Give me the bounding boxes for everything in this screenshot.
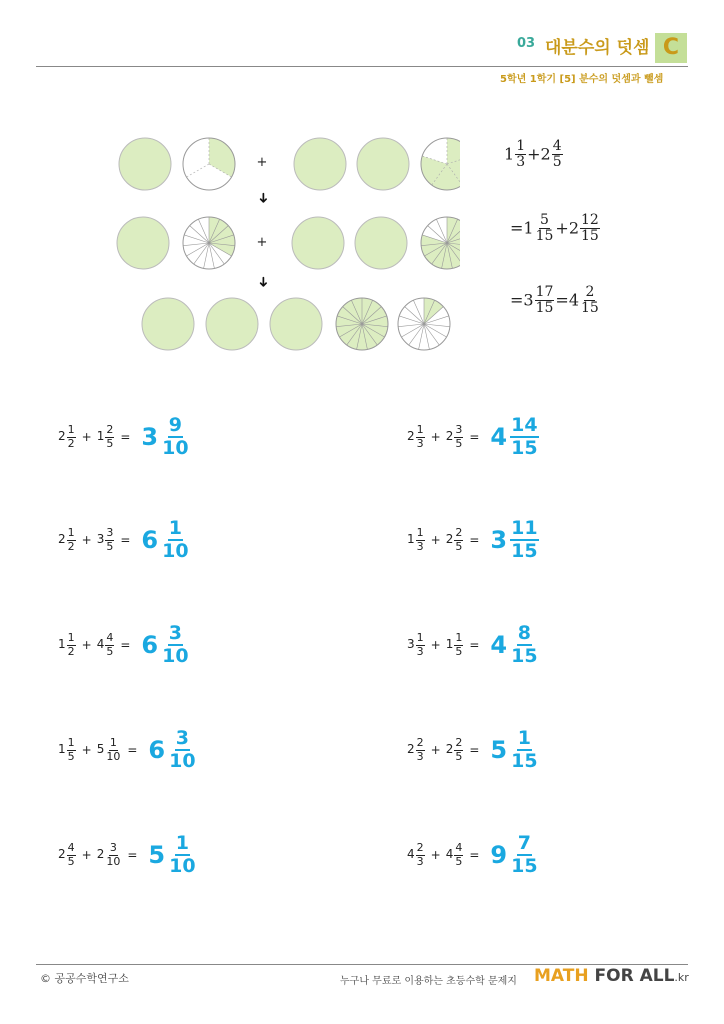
plus-sign: + (430, 430, 441, 444)
answer: 6 $\frac{1}{10}$ (141, 517, 189, 562)
whole-circle (117, 217, 169, 269)
fifteenths-circle (336, 298, 388, 350)
equals-sign: = (127, 848, 138, 862)
mixed-number: 2 $\frac{2}{5}$ (445, 526, 463, 553)
problem-10 (407, 832, 540, 877)
plus-sign: + (81, 638, 92, 652)
formula-row-2: =1 $\frac{5}{15}$ +2 $\frac{12}{15}$ (510, 212, 599, 245)
equals-sign: = (469, 533, 480, 547)
plus-sign: + (430, 848, 441, 862)
problem-2 (407, 414, 540, 459)
whole-circle (142, 298, 194, 350)
answer: 6 $\frac{3}{10}$ (148, 727, 196, 772)
problem-4 (407, 517, 540, 562)
mixed-number: 2 $\frac{4}{5}$ (58, 841, 75, 868)
equals-sign: = (120, 430, 131, 444)
mixed-number: 3 $\frac{1}{3}$ (407, 631, 424, 658)
site-logo: MATH FOR ALL.kr (534, 966, 689, 986)
answer: 4 $\frac{14}{15}$ (490, 414, 538, 459)
plus-sign: + (256, 235, 268, 250)
mixed-number: 5 $\frac{1}{10}$ (96, 736, 121, 763)
plus-sign: + (430, 743, 441, 757)
copyright: © 공공수학연구소 (40, 972, 129, 985)
equals-sign: = (120, 638, 131, 652)
answer: 5 $\frac{1}{10}$ (148, 832, 196, 877)
equals-sign: = (127, 743, 138, 757)
mixed-number: 4 $\frac{2}{3}$ (407, 841, 424, 868)
answer: 4 $\frac{8}{15}$ (490, 622, 538, 667)
whole-circle (206, 298, 258, 350)
equals-sign: = (120, 533, 131, 547)
equals-sign: = (469, 848, 480, 862)
plus-sign: + (256, 155, 268, 170)
whole-circle (119, 138, 171, 190)
whole-circle (357, 138, 409, 190)
mixed-number: 2 $\frac{2}{5}$ (445, 736, 463, 763)
mixed-number: 1 $\frac{1}{3}$ (407, 526, 424, 553)
fifths-circle (421, 138, 460, 190)
mixed-number: 4 $\frac{4}{5}$ (445, 841, 463, 868)
mixed-number: 1 $\frac{1}{2}$ (58, 631, 75, 658)
plus-sign: + (81, 430, 92, 444)
fifteenths-circle (421, 217, 460, 269)
whole-circle (292, 217, 344, 269)
formula-row-1: 1 $\frac{1}{3}$ +2 $\frac{4}{5}$ (504, 138, 562, 171)
plus-sign: + (81, 848, 92, 862)
down-arrow-icon: ➜ (255, 276, 271, 288)
problem-1 (58, 414, 191, 459)
worksheet-number: 03 (517, 36, 536, 51)
answer: 9 $\frac{7}{15}$ (490, 832, 538, 877)
answer: 6 $\frac{3}{10}$ (141, 622, 189, 667)
equals-sign: = (469, 743, 480, 757)
mixed-number: 3 $\frac{3}{5}$ (96, 526, 114, 553)
whole-circle (355, 217, 407, 269)
plus-sign: + (430, 533, 441, 547)
plus-sign: + (81, 743, 92, 757)
mixed-number: 4 $\frac{4}{5}$ (96, 631, 114, 658)
mixed-number: 2 $\frac{3}{10}$ (96, 841, 121, 868)
problem-3 (58, 517, 191, 562)
fifteenths-circle (183, 217, 235, 269)
problem-7 (58, 727, 198, 772)
footer-divider (36, 964, 688, 965)
tagline: 누구나 무료로 이용하는 초등수학 문제지 (340, 976, 517, 987)
problem-5 (58, 622, 191, 667)
equals-sign: = (469, 638, 480, 652)
answer: 5 $\frac{1}{15}$ (490, 727, 538, 772)
mixed-number: 1 $\frac{1}{5}$ (58, 736, 75, 763)
mixed-number: 1 $\frac{1}{5}$ (445, 631, 463, 658)
thirds-circle (183, 138, 235, 190)
whole-circle (294, 138, 346, 190)
mixed-number: 2 $\frac{2}{3}$ (407, 736, 424, 763)
plus-sign: + (430, 638, 441, 652)
mixed-number: 1 $\frac{2}{5}$ (96, 423, 114, 450)
mixed-number: 2 $\frac{1}{3}$ (407, 423, 424, 450)
fraction-circles-diagram (110, 130, 460, 355)
mixed-number: 2 $\frac{1}{2}$ (58, 423, 75, 450)
formula-row-3: =3 $\frac{17}{15}$ =4 $\frac{2}{15}$ (510, 284, 599, 317)
down-arrow-icon: ➜ (255, 192, 271, 204)
mixed-number: 2 $\frac{1}{2}$ (58, 526, 75, 553)
answer: 3 $\frac{11}{15}$ (490, 517, 538, 562)
equals-sign: = (469, 430, 480, 444)
answer: 3 $\frac{9}{10}$ (141, 414, 189, 459)
problem-9 (58, 832, 198, 877)
mixed-number: 2 $\frac{3}{5}$ (445, 423, 463, 450)
problem-8 (407, 727, 540, 772)
worksheet-subtitle: 5학년 1학기 [5] 분수의 덧셈과 뺄셈 (500, 74, 664, 85)
plus-sign: + (81, 533, 92, 547)
problem-6 (407, 622, 540, 667)
header-divider (36, 66, 688, 67)
whole-circle (270, 298, 322, 350)
worksheet-title: 대분수의 덧셈 (545, 38, 650, 58)
level-badge: C (655, 33, 687, 63)
fifteenths-circle (398, 298, 450, 350)
